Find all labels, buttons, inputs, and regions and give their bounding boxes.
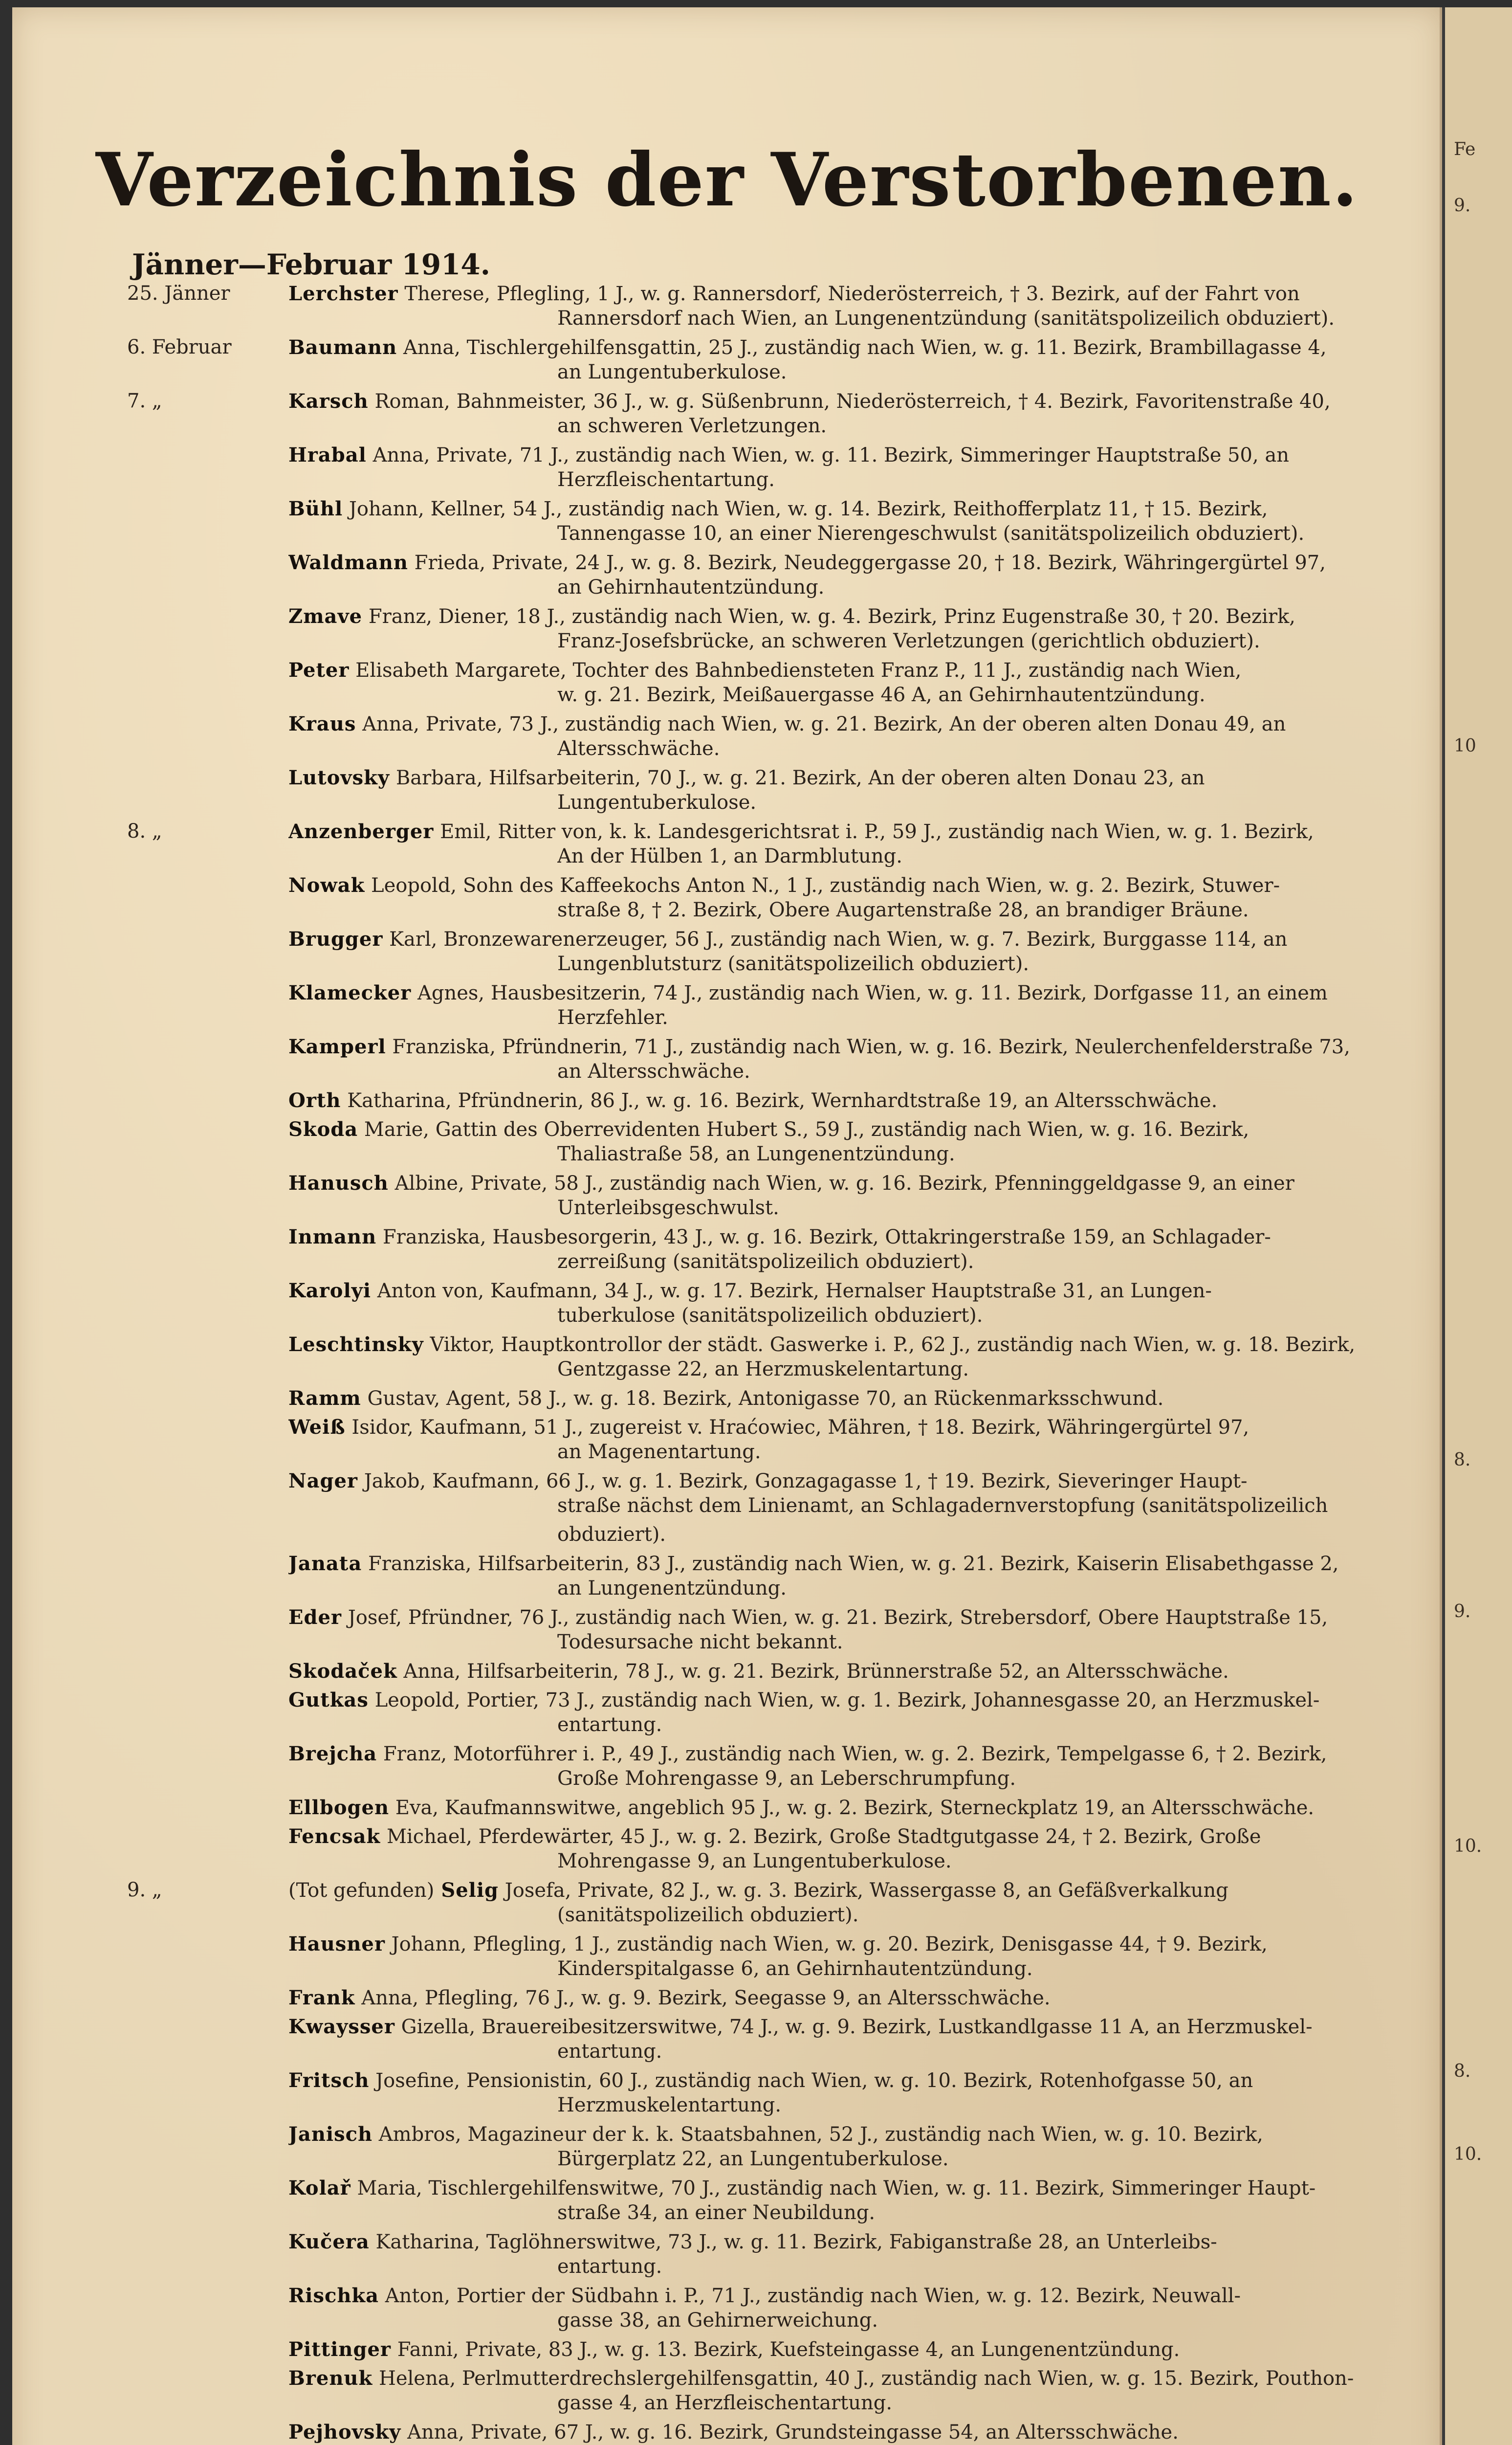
entry-surname: Nager xyxy=(288,1469,358,1492)
entry-first-line xyxy=(288,1795,1430,1821)
entry-first-line xyxy=(288,2014,1430,2040)
entry-surname: Orth xyxy=(288,1089,341,1112)
entry-surname: Eder xyxy=(288,1606,342,1629)
entry-continuation: an Gehirnhautentzündung. xyxy=(557,576,825,599)
entry-first-line xyxy=(288,496,1430,522)
entry-surname: Kolař xyxy=(288,2177,351,2200)
entry-first-line xyxy=(288,1878,1430,1903)
entry-surname: Waldmann xyxy=(288,551,408,574)
entry-surname: Hausner xyxy=(288,1933,385,1956)
entry-surname: Skodaček xyxy=(288,1660,397,1683)
entry-first-line xyxy=(288,1659,1430,1684)
entry-first-line xyxy=(288,2068,1430,2093)
entry-surname: Hanusch xyxy=(288,1172,389,1195)
entry-surname: Lutovsky xyxy=(288,766,390,789)
entry-first-line xyxy=(288,1415,1430,1440)
entry-surname: Gutkas xyxy=(288,1689,369,1712)
entry-surname: Klamecker xyxy=(288,981,412,1004)
entry-details: Anton von, Kaufmann, 34 J., w. g. 17. Bezirk, Hernalser Hauptstraße 31, an Lungen- xyxy=(377,1280,1212,1302)
entry-details: Marie, Gattin des Oberrevidenten Hubert S., 59 J., zuständig nach Wien, w. g. 16. Bezirk, xyxy=(364,1118,1249,1141)
entry-first-line xyxy=(288,819,1430,845)
entry-details: Fanni, Private, 83 J., w. g. 13. Bezirk, Kuefsteingasse 4, an Lungenentzündung. xyxy=(397,2338,1180,2361)
entry-continuation: Tannengasse 10, an einer Nierengeschwulst (sanitätspolizeilich obduziert). xyxy=(557,522,1305,545)
entry-surname: Peter xyxy=(288,659,350,682)
entry-surname: Anzenberger xyxy=(288,820,434,843)
entry-continuation: gasse 4, an Herzfleischentartung. xyxy=(557,2392,893,2414)
death-register-list xyxy=(12,281,1442,2445)
entry-date: 25. Jänner xyxy=(127,282,230,305)
entry-first-line xyxy=(288,2420,1430,2445)
entry-continuation: Lungenblutsturz (sanitätspolizeilich obduziert). xyxy=(557,953,1030,975)
entry-details: Franziska, Pfründnerin, 71 J., zuständig nach Wien, w. g. 16. Bezirk, Neulerchenfelderstraße 73, xyxy=(392,1036,1350,1058)
entry-first-line xyxy=(288,2337,1430,2362)
entry-surname: Kučera xyxy=(288,2230,370,2253)
entry-first-line xyxy=(288,1824,1430,1849)
entry-surname: Bühl xyxy=(288,497,343,520)
entry-continuation: entartung. xyxy=(557,2040,662,2063)
entry-continuation: an schweren Verletzungen. xyxy=(557,415,827,437)
entry-continuation: Bürgerplatz 22, an Lungentuberkulose. xyxy=(557,2148,949,2170)
adjacent-page-fragment: 9. xyxy=(1454,1601,1471,1622)
entry-continuation: straße nächst dem Linienamt, an Schlagadernverstopfung (sanitätspolizeilich xyxy=(557,1494,1328,1517)
entry-details: Therese, Pflegling, 1 J., w. g. Rannersdorf, Niederösterreich, † 3. Bezirk, auf der Fahrt von xyxy=(404,283,1300,305)
adjacent-page-fragment: 9. xyxy=(1454,196,1471,216)
entry-surname: Kamperl xyxy=(288,1035,386,1058)
entry-first-line xyxy=(288,1551,1430,1577)
entry-details: Gizella, Brauereibesitzerswitwe, 74 J., w. g. 9. Bezirk, Lustkandlgasse 11 A, an Herzmuskel- xyxy=(401,2016,1313,2038)
entry-details: Josefine, Pensionistin, 60 J., zuständig nach Wien, w. g. 10. Bezirk, Rotenhofgasse 50, an xyxy=(375,2069,1253,2092)
entry-details: Frieda, Private, 24 J., w. g. 8. Bezirk, Neudeggergasse 20, † 18. Bezirk, Währingergürtel 97, xyxy=(414,552,1326,574)
entry-continuation: entartung. xyxy=(557,2255,662,2278)
entry-surname: Frank xyxy=(288,1986,355,2009)
entry-continuation: an Magenentartung. xyxy=(557,1441,761,1463)
entry-first-line xyxy=(288,1332,1430,1357)
document-page xyxy=(12,7,1442,2445)
entry-first-line xyxy=(288,1278,1430,1304)
entry-first-line xyxy=(288,604,1430,629)
document-title: Verzeichnis der Verstorbenen. xyxy=(95,137,1359,223)
entry-details: Elisabeth Margarete, Tochter des Bahnbediensteten Franz P., 11 J., zuständig nach Wien, xyxy=(355,659,1242,682)
entry-continuation: Thaliastraße 58, an Lungenentzündung. xyxy=(557,1143,955,1165)
entry-continuation: w. g. 21. Bezirk, Meißauergasse 46 A, an Gehirnhautentzündung. xyxy=(557,684,1205,706)
entry-continuation: Franz-Josefsbrücke, an schweren Verletzungen (gerichtlich obduziert). xyxy=(557,630,1260,652)
entry-continuation: an Lungentuberkulose. xyxy=(557,361,787,383)
entry-continuation: Gentzgasse 22, an Herzmuskelentartung. xyxy=(557,1358,969,1380)
adjacent-page-fragment: 10. xyxy=(1454,2144,1482,2164)
entry-surname: Karolyi xyxy=(288,1279,372,1302)
entry-first-line xyxy=(288,1985,1430,2011)
entry-continuation: straße 8, † 2. Bezirk, Obere Augartenstraße 28, an brandiger Bräune. xyxy=(557,899,1249,921)
entry-first-line xyxy=(288,389,1430,414)
entry-details: Emil, Ritter von, k. k. Landesgerichtsrat i. P., 59 J., zuständig nach Wien, w. g. 1. Bezirk, xyxy=(440,821,1314,843)
entry-details: Gustav, Agent, 58 J., w. g. 18. Bezirk, Antonigasse 70, an Rückenmarksschwund. xyxy=(367,1387,1164,1410)
entry-details: Johann, Kellner, 54 J., zuständig nach Wien, w. g. 14. Bezirk, Reithofferplatz 11, † 15. Bezirk, xyxy=(349,498,1268,520)
entry-surname: Kwaysser xyxy=(288,2015,395,2038)
entry-first-line xyxy=(288,711,1430,737)
entry-surname: Janisch xyxy=(288,2123,373,2146)
date-heading: Jänner—Februar 1914. xyxy=(132,248,490,281)
entry-surname: Hrabal xyxy=(288,444,367,467)
entry-first-line xyxy=(288,658,1430,683)
adjacent-page-fragment: 8. xyxy=(1454,1450,1471,1470)
entry-date: 9. „ xyxy=(127,1879,162,1901)
entry-details: Josefa, Private, 82 J., w. g. 3. Bezirk, Wassergasse 8, an Gefäßverkalkung xyxy=(504,1879,1228,1902)
entry-details: Karl, Bronzewarenerzeuger, 56 J., zuständig nach Wien, w. g. 7. Bezirk, Burggasse 114, an xyxy=(389,928,1288,951)
entry-continuation: an Altersschwäche. xyxy=(557,1060,750,1083)
entry-surname: Rischka xyxy=(288,2284,379,2307)
entry-first-line xyxy=(288,1468,1430,1494)
entry-continuation: Altersschwäche. xyxy=(557,737,720,760)
entry-first-line xyxy=(288,1034,1430,1060)
entry-details: Anna, Hilfsarbeiterin, 78 J., w. g. 21. Bezirk, Brünnerstraße 52, an Altersschwäche. xyxy=(403,1660,1229,1683)
entry-surname: Brenuk xyxy=(288,2367,373,2390)
entry-continuation: Mohrengasse 9, an Lungentuberkulose. xyxy=(557,1850,952,1872)
entry-surname: Kraus xyxy=(288,712,356,735)
entry-continuation: straße 34, an einer Neubildung. xyxy=(557,2201,876,2224)
entry-details: Anna, Private, 71 J., zuständig nach Wien, w. g. 11. Bezirk, Simmeringer Hauptstraße 50, an xyxy=(373,444,1290,467)
entry-details: Leopold, Sohn des Kaffeekochs Anton N., 1 J., zuständig nach Wien, w. g. 2. Bezirk, Stuwer- xyxy=(371,874,1280,897)
entry-details: Katharina, Pfründnerin, 86 J., w. g. 16. Bezirk, Wernhardtstraße 19, an Altersschwäche. xyxy=(347,1089,1218,1112)
entry-continuation: gasse 38, an Gehirnerweichung. xyxy=(557,2309,878,2332)
entry-details: Anna, Private, 73 J., zuständig nach Wien, w. g. 21. Bezirk, An der oberen alten Donau 49, an xyxy=(362,713,1286,735)
adjacent-page-strip xyxy=(1442,7,1512,2445)
entry-first-line xyxy=(288,1932,1430,1957)
entry-surname: Karsch xyxy=(288,390,369,413)
entry-surname: Brejcha xyxy=(288,1742,377,1765)
entry-first-line xyxy=(288,1605,1430,1630)
entry-surname: Baumann xyxy=(288,336,397,359)
entry-details: Eva, Kaufmannswitwe, angeblich 95 J., w. g. 2. Bezirk, Sterneckplatz 19, an Altersschwäche. xyxy=(395,1797,1315,1819)
entry-continuation: zerreißung (sanitätspolizeilich obduziert). xyxy=(557,1250,974,1273)
entry-continuation: tuberkulose (sanitätspolizeilich obduziert). xyxy=(557,1304,983,1327)
entry-date: 6. Februar xyxy=(127,336,232,358)
entry-details: Franz, Motorführer i. P., 49 J., zuständig nach Wien, w. g. 2. Bezirk, Tempelgasse 6, † 2. Bezirk, xyxy=(383,1743,1327,1765)
entry-surname: Zmave xyxy=(288,605,363,628)
entry-continuation: Unterleibsgeschwulst. xyxy=(557,1197,779,1219)
entry-continuation: Rannersdorf nach Wien, an Lungenentzündung (sanitätspolizeilich obduziert). xyxy=(557,307,1335,330)
entry-surname: Pittinger xyxy=(288,2338,391,2361)
entry-first-line xyxy=(288,281,1430,307)
adjacent-page-fragment: Fe xyxy=(1454,139,1476,159)
entry-first-line xyxy=(288,873,1430,898)
entry-surname: Janata xyxy=(288,1552,362,1575)
entry-note: (Tot gefunden) xyxy=(288,1879,435,1902)
entry-continuation: obduziert). xyxy=(557,1523,666,1546)
entry-first-line xyxy=(288,927,1430,952)
entry-details: Albine, Private, 58 J., zuständig nach Wien, w. g. 16. Bezirk, Pfenninggeldgasse 9, an einer xyxy=(394,1172,1294,1195)
entry-details: Jakob, Kaufmann, 66 J., w. g. 1. Bezirk, Gonzagagasse 1, † 19. Bezirk, Sieveringer Haupt- xyxy=(364,1470,1248,1492)
entry-details: Leopold, Portier, 73 J., zuständig nach Wien, w. g. 1. Bezirk, Johannesgasse 20, an Herzmuskel- xyxy=(374,1689,1320,1712)
entry-continuation: entartung. xyxy=(557,1713,662,1736)
entry-details: Anna, Private, 67 J., w. g. 16. Bezirk, Grundsteingasse 54, an Altersschwäche. xyxy=(407,2421,1179,2444)
entry-surname: Inmann xyxy=(288,1225,377,1248)
entry-details: Anna, Tischlergehilfensgattin, 25 J., zuständig nach Wien, w. g. 11. Bezirk, Brambillagasse 4, xyxy=(403,336,1327,359)
entry-continuation: Herzmuskelentartung. xyxy=(557,2094,782,2116)
entry-details: Josef, Pfründner, 76 J., zuständig nach Wien, w. g. 21. Bezirk, Strebersdorf, Obere Hauptstraße 15, xyxy=(348,1606,1328,1629)
entry-surname: Nowak xyxy=(288,874,365,897)
entry-continuation: (sanitätspolizeilich obduziert). xyxy=(557,1904,859,1926)
entry-surname: Ellbogen xyxy=(288,1796,390,1819)
entry-details: Anna, Pflegling, 76 J., w. g. 9. Bezirk, Seegasse 9, an Altersschwäche. xyxy=(361,1987,1051,2009)
entry-first-line xyxy=(288,1224,1430,1250)
adjacent-page-fragment: 8. xyxy=(1454,2061,1471,2081)
adjacent-page-fragment: 10. xyxy=(1454,1836,1482,1856)
entry-first-line xyxy=(288,2283,1430,2309)
entry-first-line xyxy=(288,1088,1430,1113)
entry-first-line xyxy=(288,1171,1430,1196)
entry-surname: Fencsak xyxy=(288,1825,381,1848)
entry-first-line xyxy=(288,2229,1430,2255)
entry-continuation: Herzfehler. xyxy=(557,1006,668,1029)
entry-first-line xyxy=(288,2122,1430,2147)
entry-first-line xyxy=(288,335,1430,360)
entry-continuation: An der Hülben 1, an Darmblutung. xyxy=(557,845,902,867)
entry-details: Isidor, Kaufmann, 51 J., zugereist v. Hraćowiec, Mähren, † 18. Bezirk, Währingergürtel 97, xyxy=(351,1416,1249,1439)
entry-first-line xyxy=(288,550,1430,576)
entry-details: Ambros, Magazineur der k. k. Staatsbahnen, 52 J., zuständig nach Wien, w. g. 10. Bezirk, xyxy=(378,2123,1263,2146)
entry-continuation: Todesursache nicht bekannt. xyxy=(557,1631,843,1653)
entry-surname: Weiß xyxy=(288,1416,346,1439)
entry-first-line xyxy=(288,2366,1430,2391)
entry-first-line xyxy=(288,1741,1430,1767)
entry-continuation: Große Mohrengasse 9, an Leberschrumpfung. xyxy=(557,1767,1016,1790)
entry-first-line xyxy=(288,765,1430,791)
entry-first-line xyxy=(288,1117,1430,1142)
entry-details: Maria, Tischlergehilfenswitwe, 70 J., zuständig nach Wien, w. g. 11. Bezirk, Simmeringer Haupt- xyxy=(357,2177,1316,2200)
entry-continuation: Lungentuberkulose. xyxy=(557,791,757,814)
entry-details: Franz, Diener, 18 J., zuständig nach Wien, w. g. 4. Bezirk, Prinz Eugenstraße 30, † 20. Bezirk, xyxy=(368,605,1295,628)
entry-details: Johann, Pflegling, 1 J., zuständig nach Wien, w. g. 20. Bezirk, Denisgasse 44, † 9. Bezirk, xyxy=(391,1933,1268,1956)
entry-date: 7. „ xyxy=(127,390,162,412)
entry-surname: Fritsch xyxy=(288,2069,370,2092)
entry-details: Roman, Bahnmeister, 36 J., w. g. Süßenbrunn, Niederösterreich, † 4. Bezirk, Favoritenstraße 40, xyxy=(374,390,1331,413)
entry-details: Katharina, Taglöhnerswitwe, 73 J., w. g. 11. Bezirk, Fabiganstraße 28, an Unterleibs- xyxy=(375,2231,1217,2253)
entry-details: Barbara, Hilfsarbeiterin, 70 J., w. g. 21. Bezirk, An der oberen alten Donau 23, an xyxy=(395,767,1205,789)
entry-details: Michael, Pferdewärter, 45 J., w. g. 2. Bezirk, Große Stadtgutgasse 24, † 2. Bezirk, Große xyxy=(386,1825,1261,1848)
entry-details: Anton, Portier der Südbahn i. P., 71 J., zuständig nach Wien, w. g. 12. Bezirk, Neuwall- xyxy=(385,2285,1241,2307)
entry-continuation: Herzfleischentartung. xyxy=(557,468,775,491)
entry-first-line xyxy=(288,1386,1430,1411)
entry-details: Viktor, Hauptkontrollor der städt. Gaswerke i. P., 62 J., zuständig nach Wien, w. g. 18. Bezirk, xyxy=(430,1334,1356,1356)
adjacent-page-fragment: 10 xyxy=(1454,736,1476,756)
entry-details: Franziska, Hausbesorgerin, 43 J., w. g. 16. Bezirk, Ottakringerstraße 159, an Schlagader- xyxy=(382,1226,1271,1248)
entry-details: Helena, Perlmutterdrechslergehilfensgattin, 40 J., zuständig nach Wien, w. g. 15. Bezirk, Pouthon- xyxy=(378,2367,1354,2390)
entry-continuation: an Lungenentzündung. xyxy=(557,1577,787,1600)
entry-surname: Lerchster xyxy=(288,282,398,305)
entry-details: Franziska, Hilfsarbeiterin, 83 J., zuständig nach Wien, w. g. 21. Bezirk, Kaiserin Elisabethgasse 2, xyxy=(368,1553,1339,1575)
entry-continuation: Kinderspitalgasse 6, an Gehirnhautentzündung. xyxy=(557,1957,1033,1980)
entry-details: Agnes, Hausbesitzerin, 74 J., zuständig nach Wien, w. g. 11. Bezirk, Dorfgasse 11, an einem xyxy=(417,982,1328,1004)
entry-surname: Ramm xyxy=(288,1387,361,1410)
entry-surname: Brugger xyxy=(288,928,383,951)
entry-surname: Pejhovsky xyxy=(288,2421,401,2444)
entry-first-line xyxy=(288,980,1430,1006)
entry-first-line xyxy=(288,2176,1430,2201)
entry-first-line xyxy=(288,1688,1430,1713)
entry-surname: Selig xyxy=(441,1879,499,1902)
entry-surname: Skoda xyxy=(288,1118,358,1141)
entry-surname: Leschtinsky xyxy=(288,1333,424,1356)
entry-date: 8. „ xyxy=(127,820,162,843)
entry-first-line xyxy=(288,443,1430,468)
